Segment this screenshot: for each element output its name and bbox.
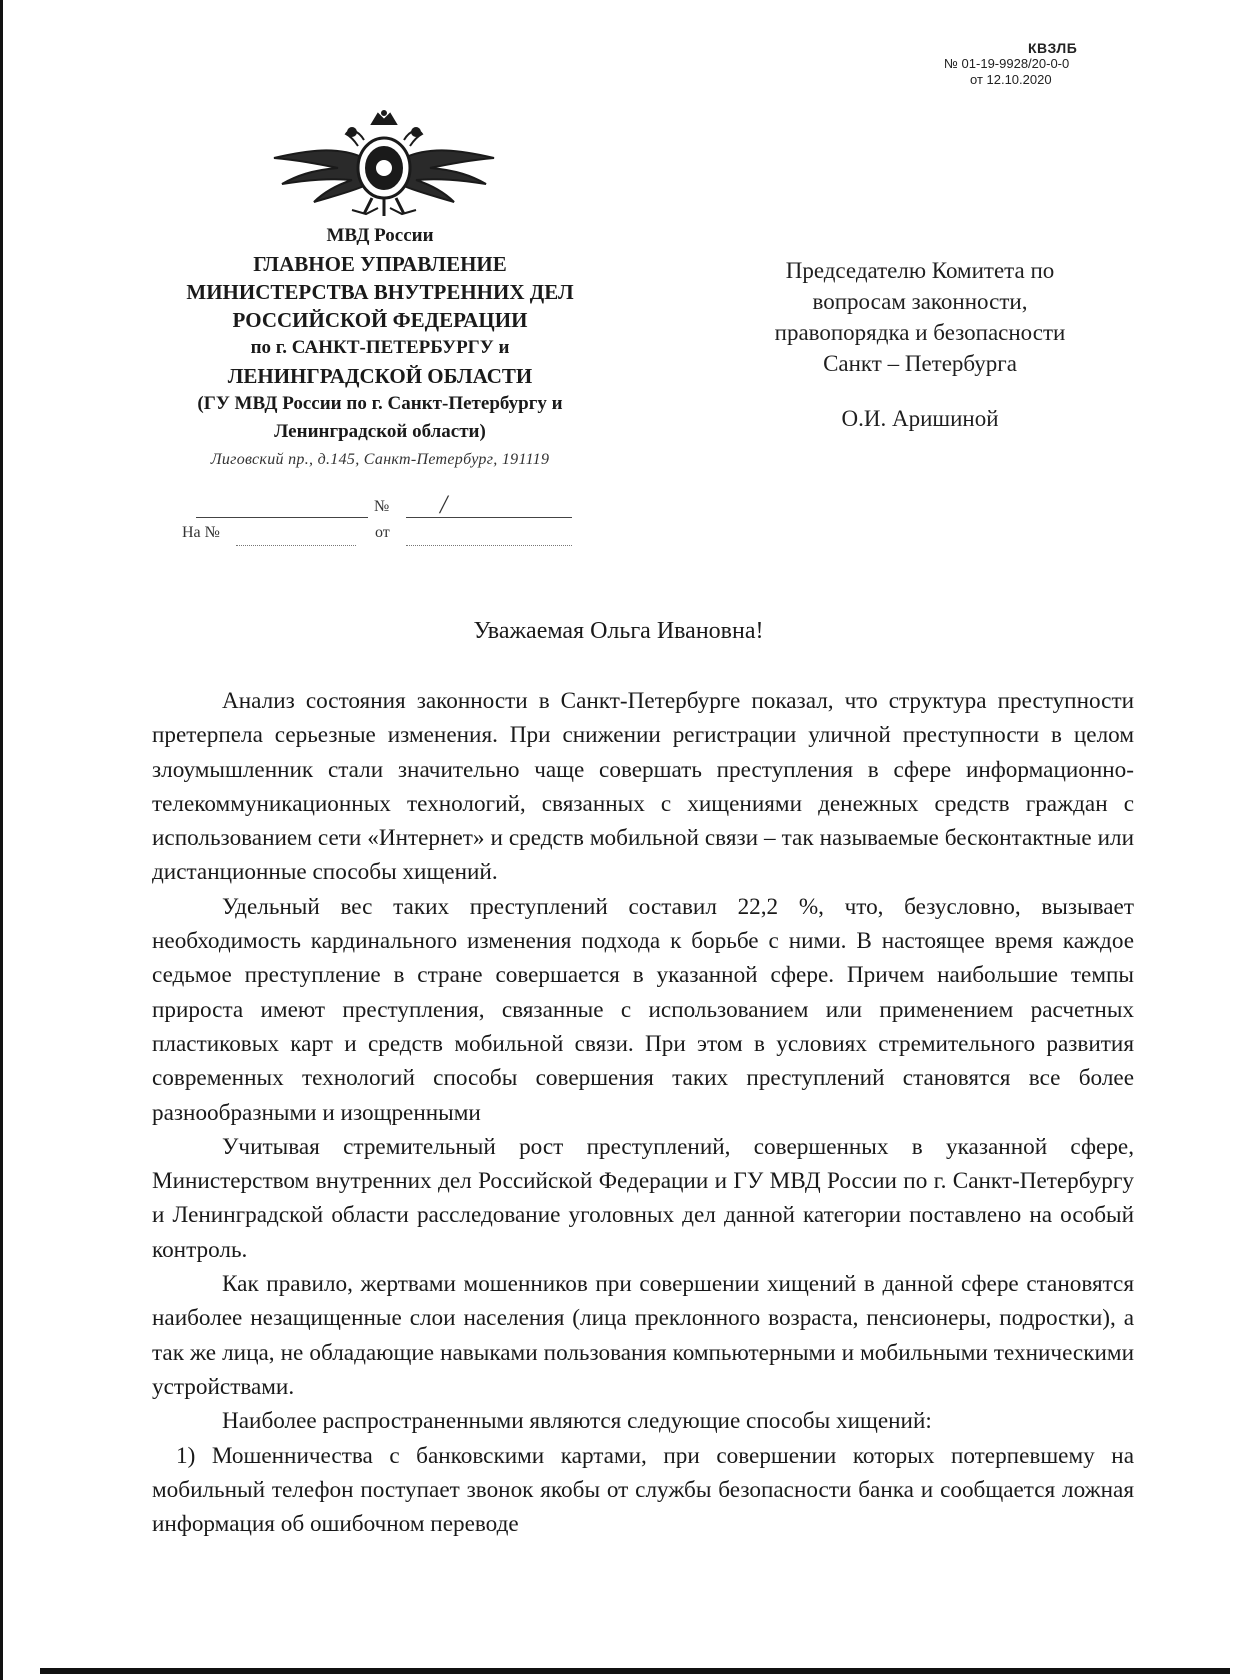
- body-paragraph: Наиболее распространенными являются следующие способы хищений:: [222, 1408, 932, 1435]
- sender-line-7: (ГУ МВД России по г. Санкт-Петербургу и: [197, 393, 563, 414]
- stamp-date: от 12.10.2020: [970, 72, 1052, 87]
- outgoing-date-line: [196, 517, 368, 518]
- sender-block: [160, 222, 600, 472]
- body-paragraph: Как правило, жертвами мошенников при совершении хищений в данной сфере становятся наиболее незащищенные слои населения (лица преклонного возраста, пенсионеры, подростки), а так же лица, не обладающие навыками пользования компьютерными и мобильными техническими устройствами.: [152, 1271, 1134, 1400]
- body-paragraph: Удельный вес таких преступлений составил 22,2 %, что, безусловно, вызывает необходимость кардинального изменения подхода к борьбе с ними. В настоящее время каждое седьмое преступление в стране совершается в указанной сфере. Причем наибольшие темпы прироста имеют преступления, связанные с использованием или применением расчетных пластиковых карт и средств мобильной связи. При этом в условиях стремительного развития современных технологий способы совершения таких преступлений становятся все более разнообразными и изощренными: [152, 893, 1134, 1126]
- body-paragraph: Учитывая стремительный рост преступлений, совершенных в указанной сфере, Министерством внутренних дел Российской Федерации и ГУ МВД России по г. Санкт-Петербургу и Ленинградской области расследование уголовных дел данной категории поставлено на особый контроль.: [152, 1133, 1134, 1263]
- body-paragraph: Анализ состояния законности в Санкт-Петербурге показал, что структура преступности претерпела серьезные изменения. При снижении регистрации уличной преступности в целом злоумышленник стали значительно чаще совершать преступления в сфере информационно-телекоммуникационных технологий, связанных с хищениями денежных средств граждан с использованием сети «Интернет» и средств мобильной связи – так называемые бесконтактные или дистанционные способы хищений.: [152, 688, 1134, 886]
- outgoing-no-line: [406, 517, 572, 518]
- outgoing-no-value: /: [440, 490, 448, 519]
- eagle-emblem-icon: [268, 110, 500, 220]
- sender-line-1: МВД России: [326, 225, 434, 246]
- addressee-block: [700, 255, 1140, 434]
- sender-line-4: РОССИЙСКОЙ ФЕДЕРАЦИИ: [232, 308, 528, 332]
- letter-body: [152, 684, 1134, 1541]
- addressee-line-2: вопросам законности,: [812, 289, 1028, 314]
- sender-line-3: МИНИСТЕРСТВА ВНУТРЕННИХ ДЕЛ: [186, 280, 574, 304]
- addressee-line-3: правопорядка и безопасности: [774, 320, 1066, 345]
- scan-bottom-edge: [40, 1668, 1230, 1674]
- sender-address: Лиговский пр., д.145, Санкт-Петербург, 191119: [210, 451, 550, 468]
- addressee-line-4: Санкт – Петербурга: [823, 351, 1017, 376]
- outgoing-no-label: №: [374, 498, 390, 515]
- incoming-from-line: [406, 545, 572, 546]
- incoming-from-label: от: [375, 524, 390, 541]
- salutation: Уважаемая Ольга Ивановна!: [473, 618, 764, 644]
- incoming-no-label: На №: [182, 524, 220, 541]
- scan-left-edge: [0, 0, 3, 1680]
- sender-line-8: Ленинградской области): [274, 421, 486, 442]
- sender-line-6: ЛЕНИНГРАДСКОЙ ОБЛАСТИ: [227, 364, 533, 388]
- addressee-name: О.И. Аришиной: [841, 406, 999, 431]
- stamp-number: № 01-19-9928/20-0-0: [944, 56, 1070, 71]
- body-list-item: 1) Мошенничества с банковскими картами, при совершении которых потерпевшему на мобильный телефон поступает звонок якобы от службы безопасности банка и сообщается ложная информация об ошибочном переводе: [152, 1442, 1134, 1538]
- sender-line-2: ГЛАВНОЕ УПРАВЛЕНИЕ: [253, 252, 507, 276]
- registration-stamp: [928, 40, 1128, 88]
- stamp-code: КВЗЛБ: [1028, 40, 1078, 56]
- addressee-line-1: Председателю Комитета по: [785, 258, 1055, 283]
- incoming-no-line: [236, 545, 356, 546]
- sender-line-5: по г. САНКТ-ПЕТЕРБУРГУ и: [250, 337, 510, 358]
